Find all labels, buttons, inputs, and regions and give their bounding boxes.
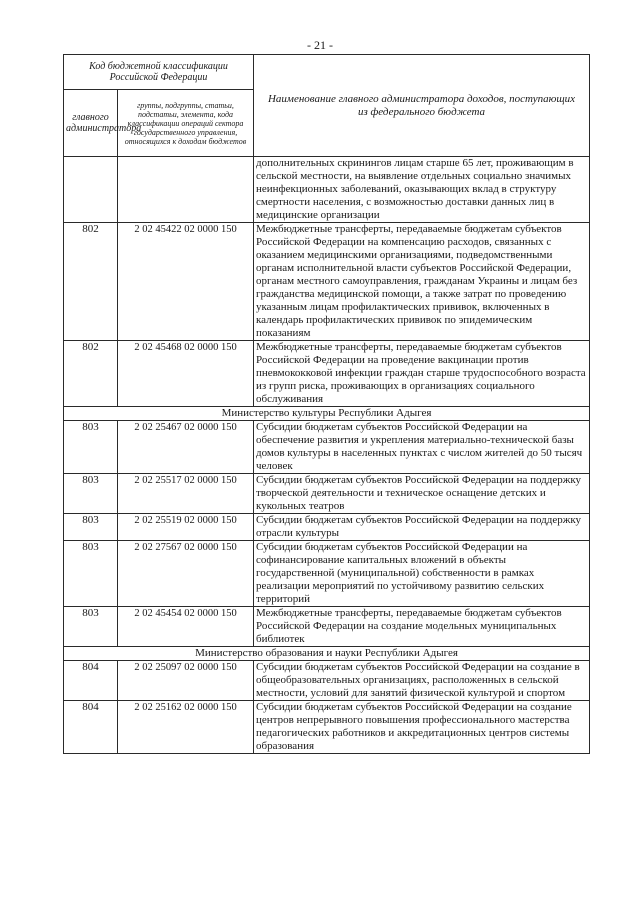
header-budget-classification: Код бюджетной классификации Российской Федерации xyxy=(64,55,254,90)
section-row xyxy=(64,647,590,661)
classification-code-cell: 2 02 45468 02 0000 150 xyxy=(118,341,254,407)
admin-code-cell: 803 xyxy=(64,474,118,514)
classification-code-cell: 2 02 25517 02 0000 150 xyxy=(118,474,254,514)
classification-code-cell: 2 02 25162 02 0000 150 xyxy=(118,701,254,754)
revenue-name-cell: Субсидии бюджетам субъектов Российской Федерации на поддержку отрасли культуры xyxy=(254,514,590,541)
table-row xyxy=(64,701,590,754)
revenue-name-cell: Межбюджетные трансферты, передаваемые бюджетам субъектов Российской Федерации на проведение вакцинации против пневмококковой инфекции граждан старше трудоспособного возраста из групп риска, проживающих в организациях социального обслуживания xyxy=(254,341,590,407)
admin-code-cell xyxy=(64,157,118,223)
revenue-name-cell: Субсидии бюджетам субъектов Российской Федерации на обеспечение развития и укрепления материально-технической базы домов культуры в населенных пунктах с числом жителей до 50 тысяч человек xyxy=(254,421,590,474)
admin-code-cell: 804 xyxy=(64,701,118,754)
page-number: - 21 - xyxy=(307,38,333,52)
table-row xyxy=(64,421,590,474)
header-row-1 xyxy=(64,55,590,90)
header-code-groups: группы, подгруппы, статьи, подстатьи, элемента, кода классификации операций сектора государственного управления, относящихся к доходам бюджетов xyxy=(118,90,254,157)
admin-code-cell: 803 xyxy=(64,514,118,541)
admin-code-cell: 803 xyxy=(64,607,118,647)
revenue-name-cell: Субсидии бюджетам субъектов Российской Федерации на софинансирование капитальных вложений в объекты государственной (муниципальной) собственности в рамках реализации мероприятий по устойчивому развитию сельских территорий xyxy=(254,541,590,607)
table-row xyxy=(64,157,590,223)
admin-code-cell: 802 xyxy=(64,341,118,407)
revenue-name-cell: Субсидии бюджетам субъектов Российской Федерации на создание центров непрерывного повышения профессионального мастерства педагогических работников и аккредитационных центров системы образования xyxy=(254,701,590,754)
admin-code-cell: 803 xyxy=(64,421,118,474)
revenue-name-cell: дополнительных скринингов лицам старше 65 лет, проживающим в сельской местности, на выявление отдельных социально значимых неинфекционных заболеваний, оказывающих вклад в структуру смертности населения, с возможностью доставки данных лиц в медицинские организации xyxy=(254,157,590,223)
section-title: Министерство культуры Республики Адыгея xyxy=(64,407,590,421)
classification-code-cell: 2 02 25467 02 0000 150 xyxy=(118,421,254,474)
header-main-administrator: главного администратора xyxy=(64,90,118,157)
budget-classification-table xyxy=(63,54,590,754)
classification-code-cell xyxy=(118,157,254,223)
table-row xyxy=(64,474,590,514)
header-administrator-name: Наименование главного администратора доходов, поступающих из федерального бюджета xyxy=(254,55,590,157)
classification-code-cell: 2 02 45454 02 0000 150 xyxy=(118,607,254,647)
classification-code-cell: 2 02 45422 02 0000 150 xyxy=(118,223,254,341)
revenue-name-cell: Субсидии бюджетам субъектов Российской Федерации на создание в общеобразовательных организациях, расположенных в сельской местности, условий для занятий физической культурой и спортом xyxy=(254,661,590,701)
admin-code-cell: 802 xyxy=(64,223,118,341)
admin-code-cell: 804 xyxy=(64,661,118,701)
revenue-name-cell: Межбюджетные трансферты, передаваемые бюджетам субъектов Российской Федерации на создание модельных муниципальных библиотек xyxy=(254,607,590,647)
classification-code-cell: 2 02 25519 02 0000 150 xyxy=(118,514,254,541)
table-row xyxy=(64,607,590,647)
table-body xyxy=(64,157,590,754)
classification-code-cell: 2 02 25097 02 0000 150 xyxy=(118,661,254,701)
table-row xyxy=(64,514,590,541)
table-row xyxy=(64,223,590,341)
table-row xyxy=(64,341,590,407)
classification-code-cell: 2 02 27567 02 0000 150 xyxy=(118,541,254,607)
section-title: Министерство образования и науки Республики Адыгея xyxy=(64,647,590,661)
table-row xyxy=(64,661,590,701)
revenue-name-cell: Межбюджетные трансферты, передаваемые бюджетам субъектов Российской Федерации на компенсацию расходов, связанных с оказанием медицинскими организациями, подведомственными органам исполнительной власти субъектов Российской Федерации, органам местного самоуправления, гражданам Украины и лицам без гражданства медицинской помощи, а также затрат по проведению указанным лицам профилактических прививок, включенных в календарь профилактических прививок по эпидемическим показаниям xyxy=(254,223,590,341)
admin-code-cell: 803 xyxy=(64,541,118,607)
section-row xyxy=(64,407,590,421)
table-row xyxy=(64,541,590,607)
revenue-name-cell: Субсидии бюджетам субъектов Российской Федерации на поддержку творческой деятельности и техническое оснащение детских и кукольных театров xyxy=(254,474,590,514)
